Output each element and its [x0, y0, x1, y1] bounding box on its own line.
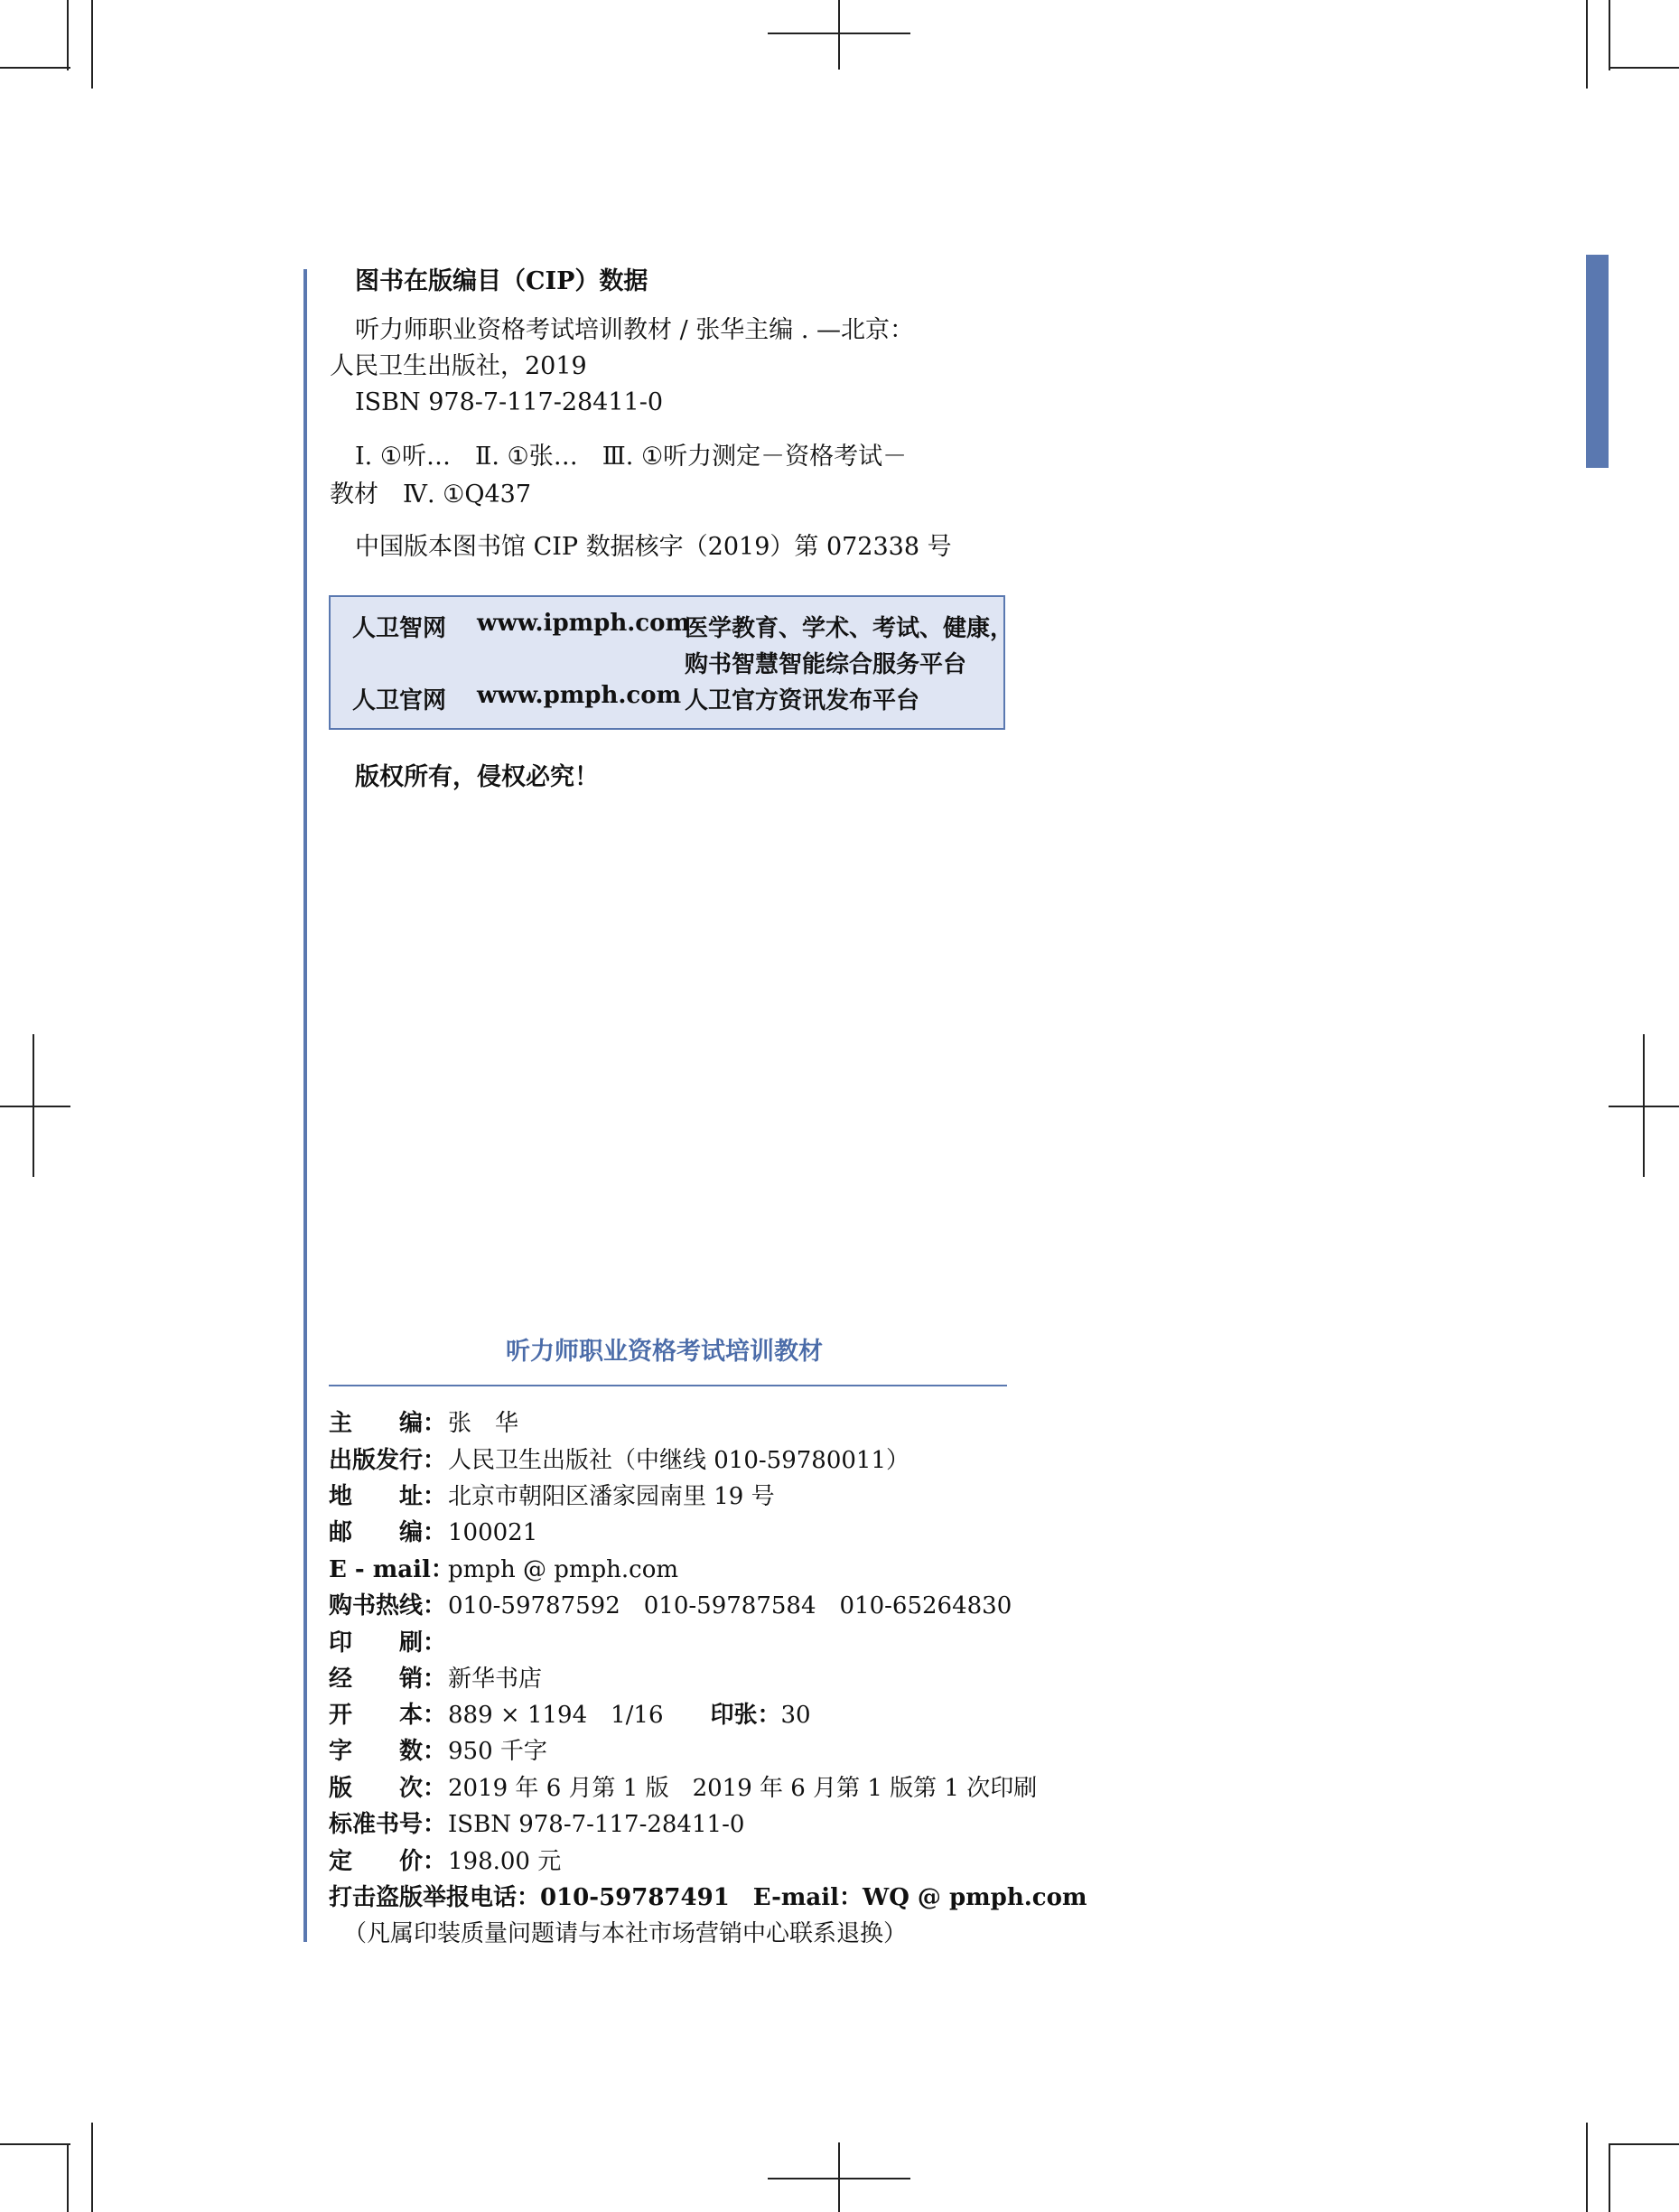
imprint-row [329, 1624, 448, 1657]
cip-line: 听力师职业资格考试培训教材 / 张华主编 . —北京： [355, 316, 915, 344]
imprint-label: E - mail： [329, 1556, 454, 1583]
title-divider [329, 1385, 1007, 1386]
site-description: 医学教育、学术、考试、健康， [685, 615, 1014, 642]
imprint-value: 950 千字 [448, 1738, 547, 1765]
crop-mark [1609, 2143, 1610, 2212]
imprint-label: 主 编： [329, 1410, 447, 1437]
imprint-row [329, 1696, 811, 1730]
crop-mark [1609, 67, 1679, 69]
cip-isbn: ISBN 978-7-117-28411-0 [355, 388, 664, 416]
imprint-label: 开 本： [329, 1702, 447, 1729]
return-note: （凡属印装质量问题请与本社市场营销中心联系退换） [343, 1920, 908, 1947]
email-link[interactable]: pmph @ pmph.com [448, 1556, 679, 1583]
crop-mark [67, 0, 69, 70]
crop-mark [1609, 1106, 1679, 1107]
crop-mark [91, 2123, 93, 2212]
site-description: 购书智慧智能综合服务平台 [685, 651, 967, 678]
imprint-label: 经 销： [329, 1666, 447, 1693]
cip-line: Ⅰ. ①听… Ⅱ. ①张… Ⅲ. ①听力测定－资格考试－ [355, 443, 908, 471]
imprint-value: 新华书店 [448, 1666, 543, 1693]
piracy-report-line: 打击盗版举报电话：010-59787491 E-mail：WQ @ pmph.com [329, 1884, 1087, 1911]
imprint-label: 定 价： [329, 1848, 447, 1875]
imprint-value: 人民卫生出版社（中继线 010-59780011） [448, 1447, 910, 1474]
imprint-label: 地 址： [329, 1483, 447, 1510]
site-name: 人卫智网 [352, 615, 447, 642]
left-margin-rule [303, 269, 307, 1942]
crop-mark [0, 2143, 70, 2145]
imprint-row [329, 1405, 518, 1438]
imprint-value: ISBN 978-7-117-28411-0 [448, 1811, 745, 1838]
imprint-label: 出版发行： [329, 1447, 447, 1474]
imprint-label: 邮 编： [329, 1519, 447, 1546]
imprint-label: 购书热线： [329, 1592, 447, 1619]
imprint-value: 010-59787592 010-59787584 010-65264830 [448, 1592, 1012, 1619]
imprint-row [329, 1732, 547, 1766]
cip-heading: 图书在版编目（CIP）数据 [355, 267, 648, 295]
imprint-row [329, 1478, 775, 1511]
book-title: 听力师职业资格考试培训教材 [506, 1338, 823, 1366]
crop-mark [838, 0, 840, 70]
cip-record-number: 中国版本图书馆 CIP 数据核字（2019）第 072338 号 [355, 533, 952, 561]
crop-mark [768, 2178, 910, 2179]
website-info-box [329, 595, 1014, 730]
imprint-value: 张 华 [448, 1410, 519, 1437]
site-url-link[interactable]: www.pmph.com [477, 682, 682, 709]
site-url-link[interactable]: www.ipmph.com [477, 610, 690, 637]
copyright-notice: 版权所有，侵权必究！ [355, 763, 599, 791]
imprint-row [329, 1514, 537, 1547]
cip-line: 人民卫生出版社，2019 [330, 352, 587, 380]
crop-mark [1609, 0, 1610, 70]
cip-line: 教材 Ⅳ. ①Q437 [330, 481, 532, 509]
crop-mark [67, 2143, 69, 2212]
imprint-row [329, 1769, 1037, 1803]
imprint-label: 印张： [710, 1702, 781, 1729]
imprint-value: 100021 [448, 1519, 538, 1546]
imprint-value: 30 [780, 1702, 811, 1729]
imprint-value: 889 × 1194 1/16 [448, 1702, 711, 1729]
imprint-value: 2019 年 6 月第 1 版 2019 年 6 月第 1 版第 1 次印刷 [448, 1775, 1038, 1802]
imprint-row [329, 1806, 744, 1839]
imprint-label: 标准书号： [329, 1811, 447, 1838]
site-name: 人卫官网 [352, 687, 447, 714]
crop-mark [1586, 0, 1588, 89]
imprint-row [329, 1843, 561, 1876]
site-description: 人卫官方资讯发布平台 [685, 687, 920, 714]
imprint-row [329, 1442, 909, 1475]
imprint-row [329, 1551, 678, 1584]
imprint-row [329, 1587, 1012, 1620]
crop-mark [1609, 2143, 1679, 2145]
crop-mark [1586, 2123, 1588, 2212]
crop-mark [0, 1106, 70, 1107]
imprint-value: 198.00 元 [448, 1848, 562, 1875]
imprint-row [329, 1660, 542, 1694]
imprint-value: 北京市朝阳区潘家园南里 19 号 [448, 1483, 775, 1510]
imprint-label: 印 刷： [329, 1629, 447, 1657]
crop-mark [91, 0, 93, 89]
crop-mark [768, 33, 910, 34]
crop-mark [0, 67, 70, 69]
imprint-label: 字 数： [329, 1738, 447, 1765]
thumb-index-tab [1586, 255, 1609, 468]
imprint-label: 版 次： [329, 1775, 447, 1802]
